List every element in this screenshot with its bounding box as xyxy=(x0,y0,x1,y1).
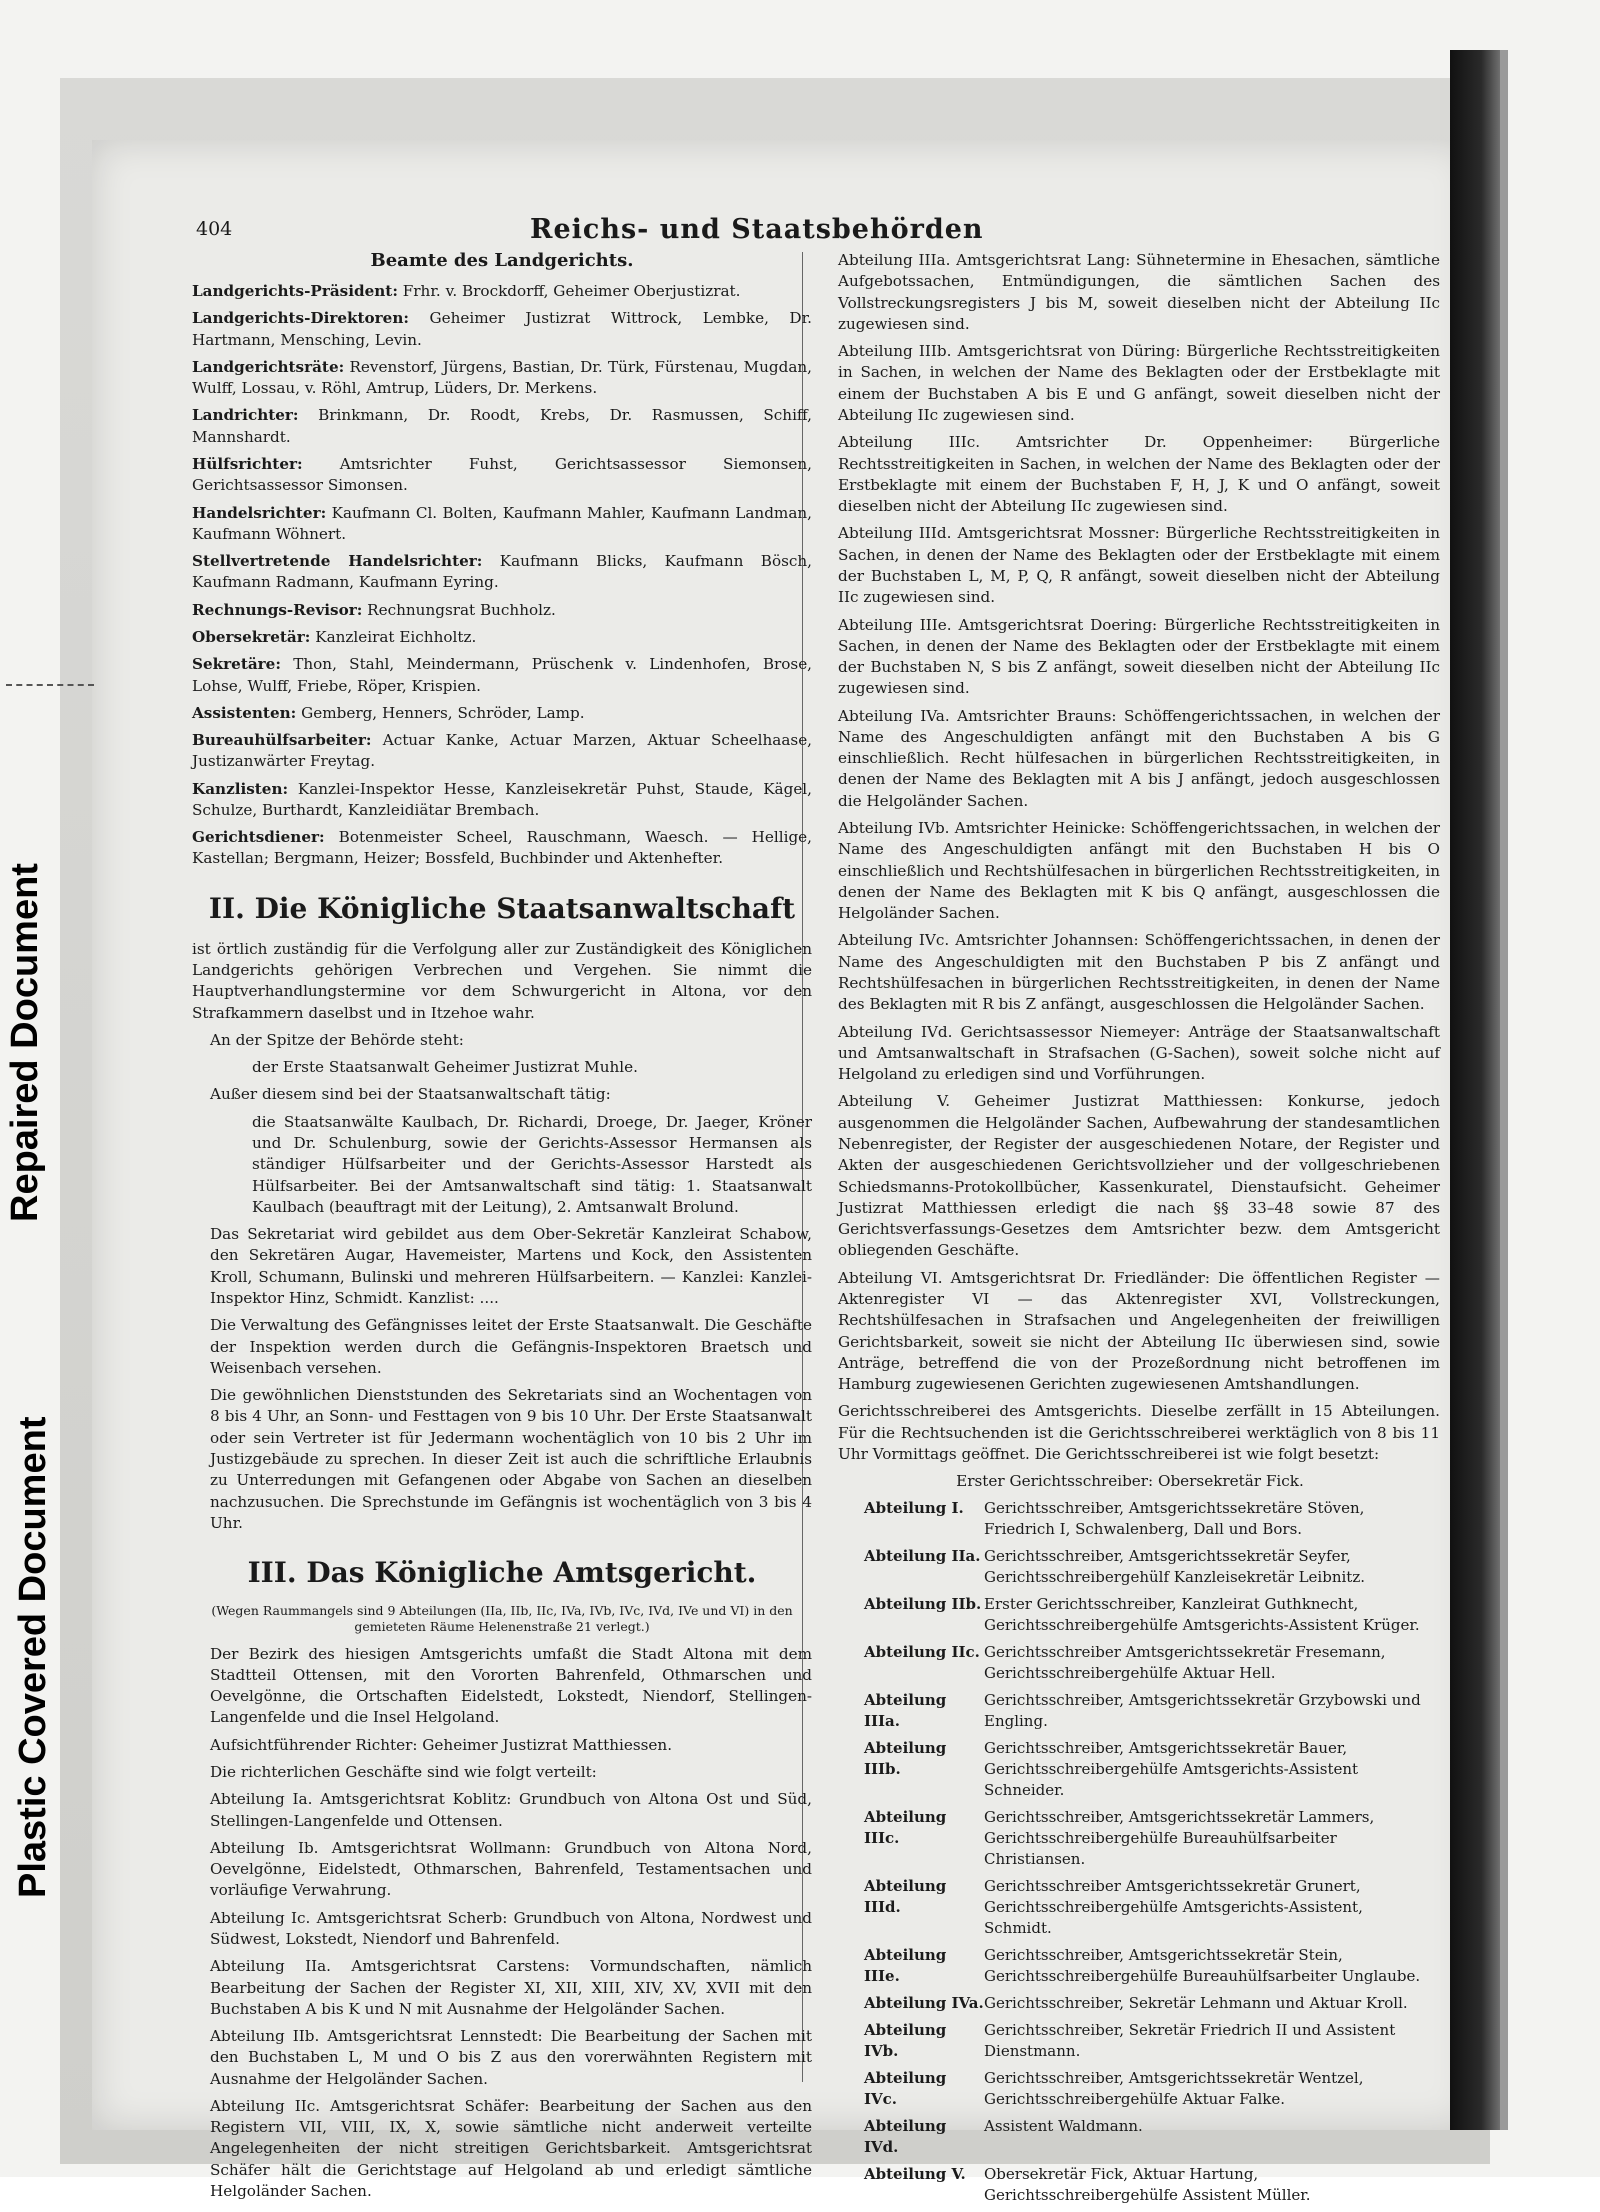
section-title-staatsanwaltschaft: II. Die Königliche Staatsanwaltschaft xyxy=(208,891,796,925)
clerk-dept: Abteilung IVd. xyxy=(864,2117,947,2157)
clerk-row xyxy=(820,2068,1440,2110)
paragraph: Abteilung V. Geheimer Justizrat Matthiessen: Konkurse, jedoch ausgenommen die Helgoländer Sachen, Aufbewahrung der standesamtlichen Nebenregister, der Register der ausgeschiedenen Notare, der Register und Akten der ausgeschiedenen Gerichtsvollzieher und der vollgeschriebenen Schiedsmanns-Protokollbücher, Kassenkuratel, Dienstaufsicht. Geheimer Justizrat Matthiessen erledigt die nach §§ 33–48 sowie 87 des Gerichtsverfassungs-Gesetzes dem Amtsrichter bezw. dem Amtsgericht obliegenden Geschäfte. xyxy=(838,1092,1440,1260)
plastic-covered-label: Plastic Covered Document xyxy=(12,1416,54,1898)
clerk-row xyxy=(820,1498,1440,1540)
paragraph: der Erste Staatsanwalt Geheimer Justizrat Muhle. xyxy=(252,1058,638,1077)
clerk-text: Gerichtsschreiber, Amtsgerichtssekretär Lammers, Gerichtsschreibergehülfe Bureauhülfsarbeiter Christiansen. xyxy=(984,1808,1375,1869)
paragraph: Die Verwaltung des Gefängnisses leitet der Erste Staatsanwalt. Die Geschäfte der Inspektion werden durch die Gefängnis-Inspektoren Braetsch und Weisenbach versehen. xyxy=(210,1316,812,1377)
clerk-row xyxy=(820,1993,1440,2014)
staff-entry: Obersekretär: Kanzleirat Eichholtz. xyxy=(192,627,477,646)
clerk-dept: Abteilung IVc. xyxy=(864,2069,947,2109)
paragraph: Die gewöhnlichen Dienststunden des Sekretariats sind an Wochentagen von 8 bis 4 Uhr, an Sonn- und Festtagen von 9 bis 10 Uhr. Der Erste Staatsanwalt oder sein Vertreter ist für Jedermann wochentäglich von 10 bis 2 Uhr im Justizgebäude zu sprechen. In dieser Zeit ist auch die schriftliche Erlaubnis zu Unterredungen mit Gefangenen oder Abgabe von Sachen an dieselben nachzusuchen. Die Sprechstunde im Gefängnis ist wochentäglich von 3 bis 4 Uhr. xyxy=(210,1386,812,1532)
paragraph: Abteilung IIIb. Amtsgerichtsrat von Düring: Bürgerliche Rechtsstreitigkeiten in Sachen, in welchen der Name des Beklagten oder der Erstbeklagte mit einem der Buchstaben A bis E und G anfängt, soweit dieselben nicht der Abteilung IIc zugewiesen sind. xyxy=(838,342,1440,424)
clerk-row xyxy=(820,2164,1440,2206)
staff-entry: Bureauhülfsarbeiter: Actuar Kanke, Actuar Marzen, Aktuar Scheelhaase, Justizanwärter Freytag. xyxy=(192,731,813,771)
staff-entry: Landrichter: Brinkmann, Dr. Roodt, Krebs, Dr. Rasmussen, Schiff, Mannshardt. xyxy=(192,406,813,446)
clerk-dept: Abteilung IIa. xyxy=(864,1547,981,1566)
clerk-text: Gerichtsschreiber, Amtsgerichtssekretäre Stöven, Friedrich I, Schwalenberg, Dall und Bors. xyxy=(984,1499,1365,1539)
binding-edge xyxy=(1500,50,1508,2130)
paragraph: Das Sekretariat wird gebildet aus dem Ober-Sekretär Kanzleirat Schabow, den Sekretären Augar, Havemeister, Martens und Kock, den Assistenten Kroll, Schumann, Bulinski und mehreren Hülfsarbeitern. — Kanzlei: Kanzlei-Inspektor Hinz, Schmidt. Kanzlist: .... xyxy=(210,1225,812,1307)
clerk-text: Gerichtsschreiber, Sekretär Lehmann und Aktuar Kroll. xyxy=(984,1994,1408,2013)
clerk-row xyxy=(820,1690,1440,1732)
paragraph: An der Spitze der Behörde steht: xyxy=(210,1030,464,1049)
clerk-row xyxy=(820,1945,1440,1987)
clerk-dept: Abteilung IIb. xyxy=(864,1595,982,1614)
clerk-dept: Abteilung V. xyxy=(864,2165,966,2184)
staff-entry: Hülfsrichter: Amtsrichter Fuhst, Gerichtsassessor Siemonsen, Gerichtsassessor Simonsen. xyxy=(192,454,813,495)
clerk-text: Erster Gerichtsschreiber, Kanzleirat Guthknecht, Gerichtsschreibergehülfe Amtsgerichts-Assistent Krüger. xyxy=(984,1595,1420,1635)
clerk-dept: Abteilung IIIc. xyxy=(864,1808,947,1848)
clerk-dept: Abteilung IIIb. xyxy=(864,1739,947,1779)
clerk-dept: Abteilung IIIa. xyxy=(864,1691,947,1731)
staff-entry: Kanzlisten: Kanzlei-Inspektor Hesse, Kanzleisekretär Puhst, Staude, Kägel, Schulze, Burthardt, Kanzleidiätar Brembach. xyxy=(192,779,812,819)
dashed-divider xyxy=(6,684,94,686)
clerk-row xyxy=(820,2116,1440,2158)
paragraph: Aufsichtführender Richter: Geheimer Justizrat Matthiessen. xyxy=(210,1735,673,1754)
paragraph: ist örtlich zuständig für die Verfolgung aller zur Zuständigkeit des Königlichen Landgerichts gehörigen Verbrechen und Vergehen. Sie nimmt die Hauptverhandlungstermine vor dem Schwurgericht in Altona, vor den Strafkammern daselbst und in Itzehoe wahr. xyxy=(192,939,812,1022)
paragraph: Abteilung Ia. Amtsgerichtsrat Koblitz: Grundbuch von Altona Ost und Süd, Stellingen-Langenfelde und Ottensen. xyxy=(210,1790,812,1830)
paragraph: Abteilung IIIc. Amtsrichter Dr. Oppenheimer: Bürgerliche Rechtsstreitigkeiten in Sachen, in welchen der Name des Beklagten oder der Erstbeklagte mit einem der Buchstaben F, H, J, K und O anfängt, soweit dieselben nicht der Abteilung IIc zugewiesen sind. xyxy=(838,433,1440,516)
running-title: Reichs- und Staatsbehörden xyxy=(530,214,984,245)
clerk-text: Gerichtsschreiber, Amtsgerichtssekretär Grzybowski und Engling. xyxy=(984,1691,1421,1731)
paragraph: Abteilung IVc. Amtsrichter Johannsen: Schöffengerichtssachen, in denen der Name des Angeschuldigten mit den Buchstaben P bis Z anfängt und Rechtshülfesachen in bürgerlichen Rechtsstreitigkeiten, in denen der Name des Beklagten mit R bis Z anfängt, ausgeschlossen die Helgoländer Sachen. xyxy=(838,931,1440,1014)
right-column xyxy=(820,250,1440,2212)
staff-entry: Assistenten: Gemberg, Henners, Schröder, Lamp. xyxy=(192,703,585,722)
clerk-row xyxy=(820,1738,1440,1801)
section-title-amtsgericht: III. Das Königliche Amtsgericht. xyxy=(247,1556,757,1590)
staff-entry: Stellvertretende Handelsrichter: Kaufmann Blicks, Kaufmann Bösch, Kaufmann Radmann, Kaufmann Eyring. xyxy=(192,552,813,592)
clerk-text: Gerichtsschreiber, Sekretär Friedrich II und Assistent Dienstmann. xyxy=(984,2021,1396,2061)
paragraph: Abteilung IIIe. Amtsgerichtsrat Doering: Bürgerliche Rechtsstreitigkeiten in Sachen, in denen der Name des Beklagten oder der Erstbeklagte mit einem der Buchstaben N, S bis Z anfängt, soweit dieselben nicht der Abteilung IIc zugewiesen sind. xyxy=(838,615,1440,698)
paragraph: Gerichtsschreiberei des Amtsgerichts. Dieselbe zerfällt in 15 Abteilungen. Für die Rechtsuchenden ist die Gerichtsschreiberei werktäglich von 8 bis 11 Uhr Vormittags geöffnet. Die Gerichtsschreiberei ist wie folgt besetzt: xyxy=(838,1402,1440,1463)
paragraph: Abteilung IIb. Amtsgerichtsrat Lennstedt: Die Bearbeitung der Sachen mit den Buchstaben L, M und O bis Z aus den vorerwähnten Registern mit Ausnahme der Helgoländer Sachen. xyxy=(210,2027,812,2088)
paragraph: Abteilung VI. Amtsgerichtsrat Dr. Friedländer: Die öffentlichen Register — Aktenregister VI — das Aktenregister XVI, Vollstreckungen, Rechtshülfesachen in Strafsachen und Angelegenheiten der freiwilligen Gerichtsbarkeit, soweit sie nicht der Abteilung IIc überwiesen sind, sowie Anträge, betreffend die von der Prozeßordnung nicht betroffenen im Hamburg zugewiesenen Gerichten zugewiesenen Amtshandlungen. xyxy=(838,1268,1440,1394)
paragraph: Abteilung Ic. Amtsgerichtsrat Scherb: Grundbuch von Altona, Nordwest und Südwest, Lokstedt, Niendorf und Bahrenfeld. xyxy=(210,1908,812,1948)
paragraph: Die richterlichen Geschäfte sind wie folgt verteilt: xyxy=(210,1762,597,1781)
paragraph: Abteilung IIa. Amtsgerichtsrat Carstens: Vormundschaften, nämlich Bearbeitung der Sachen der Register XI, XII, XIII, XIV, XV, XVII mit den Buchstaben A bis K und N mit Ausnahme der Helgoländer Sachen. xyxy=(210,1957,812,2018)
clerk-dept: Abteilung IVb. xyxy=(864,2021,947,2061)
clerk-text: Gerichtsschreiber, Amtsgerichtssekretär Seyfer, Gerichtsschreibergehülf Kanzleisekretär Leibnitz. xyxy=(984,1547,1365,1587)
clerk-text: Gerichtsschreiber Amtsgerichtssekretär Grunert, Gerichtsschreibergehülfe Amtsgerichts-Assistent, Schmidt. xyxy=(984,1877,1363,1938)
clerk-dept: Abteilung IIIe. xyxy=(864,1946,947,1986)
clerk-text: Obersekretär Fick, Aktuar Hartung, Gerichtsschreibergehülfe Assistent Müller. xyxy=(984,2165,1311,2205)
paragraph: Abteilung IVa. Amtsrichter Brauns: Schöffengerichtssachen, in welchen der Name des Angeschuldigten anfängt mit den Buchstaben A bis G einschließlich. Recht hülfesachen in bürgerlichen Rechtsstreitigkeiten, in denen der Name des Beklagten mit A bis J anfängt, jedoch ausgeschlossen die Helgoländer Sachen. xyxy=(838,706,1440,810)
repaired-document-label: Repaired Document xyxy=(4,863,46,1222)
clerk-text: Gerichtsschreiber, Amtsgerichtssekretär Wentzel, Gerichtsschreibergehülfe Aktuar Falke. xyxy=(984,2069,1364,2109)
clerk-text: Gerichtsschreiber, Amtsgerichtssekretär Bauer, Gerichtsschreibergehülfe Amtsgerichts-Assistent Schneider. xyxy=(984,1739,1359,1800)
clerk-dept: Abteilung IIId. xyxy=(864,1877,947,1917)
section-note: (Wegen Raummangels sind 9 Abteilungen (IIa, IIb, IIc, IVa, IVb, IVc, IVd, IVe und VI) in den gemieteten Räume Helenenstraße 21 verlegt.) xyxy=(211,1603,793,1635)
staff-entry: Landgerichts-Direktoren: Geheimer Justizrat Wittrock, Lembke, Dr. Hartmann, Mensching, Levin. xyxy=(192,309,812,349)
clerk-row xyxy=(820,1642,1440,1684)
paragraph: die Staatsanwälte Kaulbach, Dr. Richardi, Droege, Dr. Jaeger, Kröner und Dr. Schulenburg, sowie der Gerichts-Assessor Hermansen als ständiger Hülfsarbeiter und der Gerichts-Assessor Harstedt als Hülfsarbeiter. Bei der Amtsanwaltschaft sind tätig: 1. Staatsanwalt Kaulbach (beauftragt mit der Leitung), 2. Amtsanwalt Brolund. xyxy=(252,1112,812,1216)
paragraph: Außer diesem sind bei der Staatsanwaltschaft tätig: xyxy=(210,1085,611,1104)
clerk-row xyxy=(820,2020,1440,2062)
staff-entry: Gerichtsdiener: Botenmeister Scheel, Rauschmann, Waesch. — Hellige, Kastellan; Bergmann, Heizer; Bossfeld, Buchbinder und Aktenhefter. xyxy=(192,828,812,868)
staff-entry: Sekretäre: Thon, Stahl, Meindermann, Prüschenk v. Lindenhofen, Brose, Lohse, Wulff, Friebe, Röper, Krispien. xyxy=(192,655,813,695)
clerk-row xyxy=(820,1807,1440,1870)
paragraph: Abteilung Ib. Amtsgerichtsrat Wollmann: Grundbuch von Altona Nord, Oevelgönne, Eidelstedt, Othmarschen, Bahrenfeld, Testamentsachen und vorläufige Verwahrung. xyxy=(210,1838,812,1900)
section-heading: Beamte des Landgerichts. xyxy=(370,250,634,271)
staff-entry: Handelsrichter: Kaufmann Cl. Bolten, Kaufmann Mahler, Kaufmann Landman, Kaufmann Wöhnert. xyxy=(192,503,812,543)
staff-entry: Rechnungs-Revisor: Rechnungsrat Buchholz. xyxy=(192,600,556,619)
staff-entry: Landgerichts-Präsident: Frhr. v. Brockdorff, Geheimer Oberjustizrat. xyxy=(192,282,741,300)
clerk-row xyxy=(820,1546,1440,1588)
clerk-dept: Abteilung I. xyxy=(864,1499,964,1518)
clerk-text: Gerichtsschreiber Amtsgerichtssekretär Fresemann, Gerichtsschreibergehülfe Aktuar Hell. xyxy=(984,1643,1386,1683)
paragraph: Der Bezirk des hiesigen Amtsgerichts umfaßt die Stadt Altona mit dem Stadtteil Ottensen, mit den Vororten Bahrenfeld, Othmarschen und Oevelgönne, die Ortschaften Eidelstedt, Lokstedt, Niendorf, Stellingen-Langenfelde und die Insel Helgoland. xyxy=(210,1644,812,1727)
clerk-dept: Abteilung IIc. xyxy=(864,1643,980,1662)
paragraph: Erster Gerichtsschreiber: Obersekretär Fick. xyxy=(956,1472,1304,1491)
clerk-row xyxy=(820,1594,1440,1636)
clerk-dept: Abteilung IVa. xyxy=(864,1994,984,2013)
clerk-text: Gerichtsschreiber, Amtsgerichtssekretär Stein, Gerichtsschreibergehülfe Bureauhülfsarbeiter Unglaube. xyxy=(984,1946,1421,1986)
paragraph: Abteilung IVd. Gerichtsassessor Niemeyer: Anträge der Staatsanwaltschaft und Amtsanwaltschaft in Strafsachen (G-Sachen), soweit solche nicht auf Helgoland zu erledigen sind und Vorführungen. xyxy=(838,1022,1440,1084)
clerk-text: Assistent Waldmann. xyxy=(984,2117,1143,2136)
paragraph: Abteilung IIc. Amtsgerichtsrat Schäfer: Bearbeitung der Sachen aus den Registern VII, VIII, IX, X, sowie sämtliche nicht anderweit verteilte Angelegenheiten der nicht streitigen Gerichtsbarkeit. Amtsgerichtsrat Schäfer hält die Gerichtstage auf Helgoland ab und erledigt sämtliche Helgoländer Sachen. xyxy=(210,2096,812,2201)
paragraph: Abteilung IVb. Amtsrichter Heinicke: Schöffengerichtssachen, in welchen der Name des Angeschuldigten anfängt mit den Buchstaben H bis O einschließlich und Rechtshülfesachen in bürgerlichen Rechtsstreitigkeiten, in denen der Name des Beklagten mit K bis Q anfängt, ausgeschlossen die Helgoländer Sachen. xyxy=(838,819,1440,923)
left-column xyxy=(192,250,812,2208)
clerk-row xyxy=(820,1876,1440,1939)
paragraph: Abteilung IIIa. Amtsgerichtsrat Lang: Sühnetermine in Ehesachen, sämtliche Aufgebotssachen, Entmündigungen, die sämtlichen Sachen des Vollstreckungsregisters J bis M, soweit dieselben nicht der Abteilung IIc zugewiesen sind. xyxy=(838,251,1440,333)
binding-spine xyxy=(1450,50,1502,2130)
page-number: 404 xyxy=(196,218,233,240)
staff-entry: Landgerichtsräte: Revenstorf, Jürgens, Bastian, Dr. Türk, Fürstenau, Mugdan, Wulff, Lossau, v. Röhl, Amtrup, Lüders, Dr. Merkens. xyxy=(192,357,812,398)
paragraph: Abteilung IIId. Amtsgerichtsrat Mossner: Bürgerliche Rechtsstreitigkeiten in Sachen, in denen der Name des Beklagten oder der Erstbeklagte mit einem der Buchstaben L, M, P, Q, R anfängt, soweit dieselben nicht der Abteilung IIc zugewiesen sind. xyxy=(838,524,1440,607)
